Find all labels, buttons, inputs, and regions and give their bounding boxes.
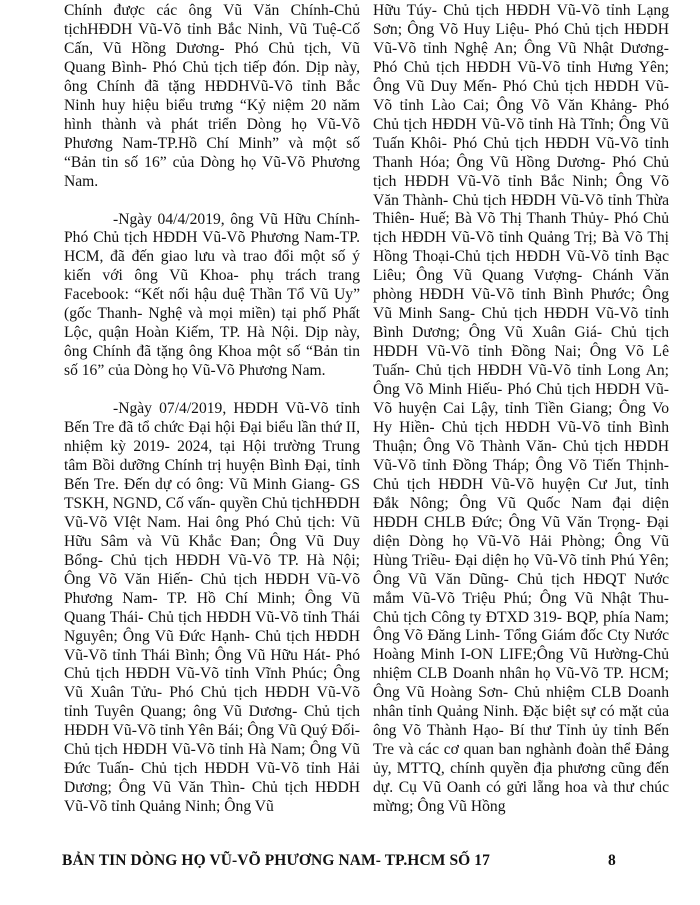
page-number: 8 [608, 852, 616, 869]
article-paragraph: Chính được các ông Vũ Văn Chính-Chủ tịchHĐDH Vũ-Võ tỉnh Bắc Ninh, Vũ Tuệ-Cố Cấn, Vũ Hồng Dương- Phó Chủ tịch, Vũ Quang Bình- Phó Chủ tịch tiếp đón. Dịp này, ông Chính đã tặng HĐDHVũ-Võ tỉnh Bắc Ninh huy hiệu biểu trưng “Kỷ niệm 20 năm hình thành và phát triển Dòng họ Vũ-Võ Phương Nam-TP.Hồ Chí Minh” và một số “Bản tin số 16” của Dòng họ Vũ-Võ Phương Nam. [64, 2, 360, 190]
article-right-column [373, 2, 669, 817]
article-paragraph: -Ngày 04/4/2019, ông Vũ Hữu Chính-Phó Chủ tịch HĐDH Vũ-Võ Phương Nam-TP. HCM, đã đến giao lưu và trao đổi một số ý kiến với ông Vũ Khoa- phụ trách trang Facebook: “Kết nối hậu duệ Thần Tổ Vũ Uy” (gốc Thanh- Nghệ và mọi miền) tại phố Phất Lộc, quận Hoàn Kiếm, TP. Hà Nội. Dịp này, ông Chính đã tặng ông Khoa một số “Bản tin số 16” của Dòng họ Vũ-Võ Phương Nam. [64, 210, 360, 380]
footer-title: BẢN TIN DÒNG HỌ VŨ-VÕ PHƯƠNG NAM- TP.HCM SỐ 17 [62, 852, 490, 869]
article-left-column [64, 2, 360, 817]
article-paragraph: -Ngày 07/4/2019, HĐDH Vũ-Võ tỉnh Bến Tre đã tổ chức Đại hội Đại biểu lần thứ II, nhiệm kỳ 2019- 2024, tại Hội trường Trung tâm Bồi dưỡng Chính trị huyện Bình Đại, tỉnh Bến Tre. Đến dự có ông: Vũ Minh Giang- GS TSKH, NGND, Cố vấn- quyền Chủ tịchHĐDH Vũ-Võ VIệt Nam. Hai ông Phó Chủ tịch: Vũ Hữu Sâm và Vũ Khắc Đan; Ông Vũ Duy Bổng- Chủ tịch HĐDH Vũ-Võ TP. Hà Nội; Ông Võ Văn Hiến- Chủ tịch HĐDH Vũ-Võ Phương Nam- TP. Hồ Chí Minh; Ông Vũ Quang Thái- Chủ tịch HĐDH Vũ-Võ tỉnh Thái Nguyên; Ông Vũ Đức Hạnh- Chủ tịch HĐDH Vũ-Võ tỉnh Thái Bình; Ông Vũ Hữu Hát- Phó Chủ tịch HĐDH Vũ-Võ tỉnh Vĩnh Phúc; Ông Vũ Xuân Tửu- Phó Chủ tịch HĐDH Vũ-Võ tỉnh Tuyên Quang; ông Vũ Dương- Chủ tịch HĐDH Vũ-Võ tỉnh Yên Bái; Ông Vũ Quý Đối- Chủ tịch HĐDH Vũ-Võ tỉnh Hà Nam; Ông Vũ Đức Tuấn- Chủ tịch HĐDH Vũ-Võ tỉnh Hải Dương; Ông Vũ Văn Thìn- Chủ tịch HĐDH Vũ-Võ tỉnh Quảng Ninh; Ông Vũ [64, 400, 360, 816]
article-paragraph: Hữu Túy- Chủ tịch HĐDH Vũ-Võ tỉnh Lạng Sơn; Ông Võ Huy Liệu- Phó Chủ tịch HĐDH Vũ-Võ tỉnh Nghệ An; Ông Vũ Nhật Dương- Phó Chủ tịch HĐDH Vũ-Võ tỉnh Hưng Yên; Ông Vũ Duy Mến- Phó Chủ tịch HĐDH Vũ-Võ tỉnh Lào Cai; Ông Võ Văn Khảng- Phó Chủ tịch HĐDH Vũ-Võ tỉnh Hà Tĩnh; Ông Vũ Tuấn Khôi- Phó Chủ tịch HĐDH Vũ-Võ tỉnh Thanh Hóa; Ông Vũ Hồng Dương- Phó Chủ tịch HĐDH Vũ-Võ tỉnh Bắc Ninh; Ông Võ Văn Thành- Chủ tịch HĐDH Vũ-Võ tỉnh Thừa Thiên- Huế; Bà Võ Thị Thanh Thủy- Phó Chủ tịch HĐDH Vũ-Võ tỉnh Quảng Trị; Bà Võ Thị Hồng Thoại-Chủ tịch HĐDH Vũ-Võ tỉnh Bạc Liêu; Ông Vũ Quang Vượng- Chánh Văn phòng HĐDH Vũ-Võ tỉnh Bình Phước; Ông Vũ Minh Sang- Chủ tịch HĐDH Vũ-Võ tỉnh Bình Dương; Ông Vũ Xuân Giá- Chủ tịch HĐDH Vũ-Võ tỉnh Đồng Nai; Ông Võ Lê Tuấn- Chủ tịch HĐDH Vũ-Võ tỉnh Long An; Ông Võ Minh Hiếu- Phó Chủ tịch HĐDH Vũ-Võ huyện Cai Lậy, tỉnh Tiền Giang; Ông Vo Hy Hiền- Chủ tịch HĐDH Vũ-Võ tỉnh Bình Thuận; Ông Võ Thành Văn- Chủ tịch HĐDH Vũ-Võ tỉnh Đồng Tháp; Ông Võ Tiến Thịnh- Chủ tịch HĐDH Vũ-Võ huyện Cư Jut, tỉnh Đắk Nông; Ông Vũ Quốc Nam đại diện HĐDH CHLB Đức; Ông Vũ Văn Trọng- Đại diện Dòng họ Vũ-Võ Hải Phòng; Ông Vũ Hùng Triều- Đại diện họ Vũ-Võ tỉnh Phú Yên; Ông Vũ Văn Dũng- Chủ tịch HĐQT Nước mắm Vũ-Võ Triệu Phú; Ông Vũ Nhật Thu- Chủ tịch Công ty ĐTXD 319- BQP, phía Nam; Ông Võ Đăng Linh- Tổng Giám đốc Cty Nước Hoàng Minh I-ON LIFE;Ông Vũ Hường-Chủ nhiệm CLB Doanh nhân họ Vũ-Võ TP. HCM; Ông Vũ Hoàng Sơn- Chủ nhiệm CLB Doanh nhân tỉnh Quảng Ninh. Đặc biệt sự có mặt của ông Võ Thành Hạo- Bí thư Tỉnh ủy tỉnh Bến Tre và các cơ quan ban nghành đoàn thể Đảng ủy, MTTQ, chính quyền địa phương cũng đến dự. Cụ Vũ Oanh có gửi lẵng hoa và thư chúc mừng; Ông Vũ Hồng [373, 2, 669, 816]
